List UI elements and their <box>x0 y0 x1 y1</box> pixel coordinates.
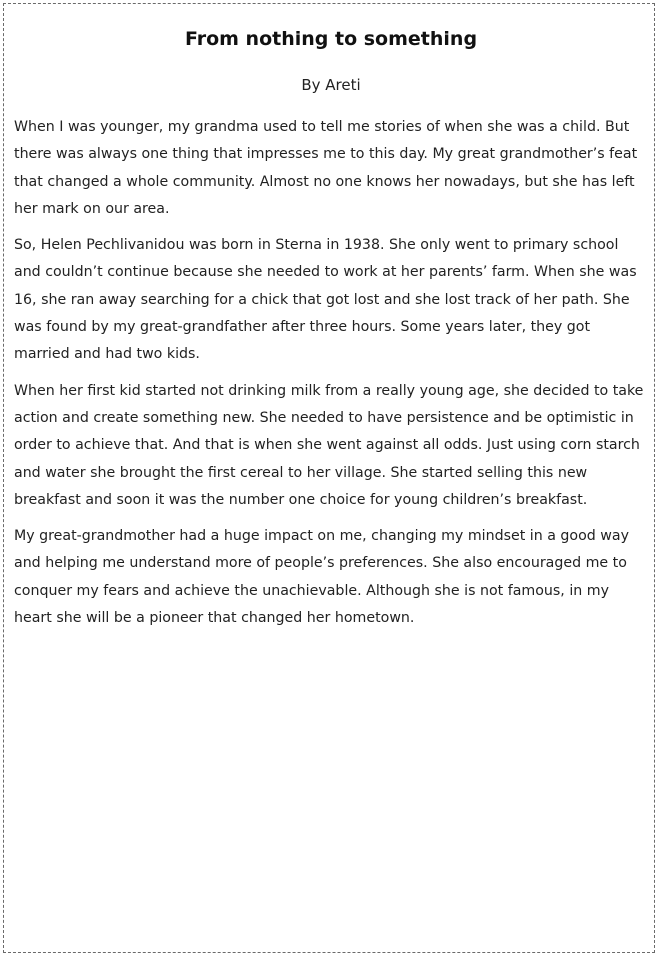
paragraph-4: My great-grandmother had a huge impact on me, changing my mindset in a good way and helping me understand more of people’s preferences. She also encouraged me to conquer my fears and achieve the unachievable. Although she is not famous, in my heart she will be a pioneer that changed her hometown. <box>14 528 629 627</box>
paragraph-1: When I was younger, my grandma used to tell me stories of when she was a child. But there was always one thing that impresses me to this day. My great grandmother’s feat that changed a whole community. Almost no one knows her nowadays, but she has left her mark on our area. <box>14 119 638 217</box>
paragraph-3: When her first kid started not drinking milk from a really young age, she decided to take action and create something new. She needed to have persistence and be optimistic in order to achieve that. And that is when she went against all odds. Just using corn starch and water she brought the first cereal to her village. She started selling this new breakfast and soon it was the number one choice for young children’s breakfast. <box>14 382 644 508</box>
article-body <box>14 114 646 641</box>
paragraph-2: So, Helen Pechlivanidou was born in Sterna in 1938. She only went to primary school and couldn’t continue because she needed to work at her parents’ farm. When she was 16, she ran away searching for a chick that got lost and she lost track of her path. She was found by my great-grandfather after three hours. Some years later, they got married and had two kids. <box>14 237 637 363</box>
article-byline: By Areti <box>301 76 361 94</box>
article-title: From nothing to something <box>184 28 478 50</box>
